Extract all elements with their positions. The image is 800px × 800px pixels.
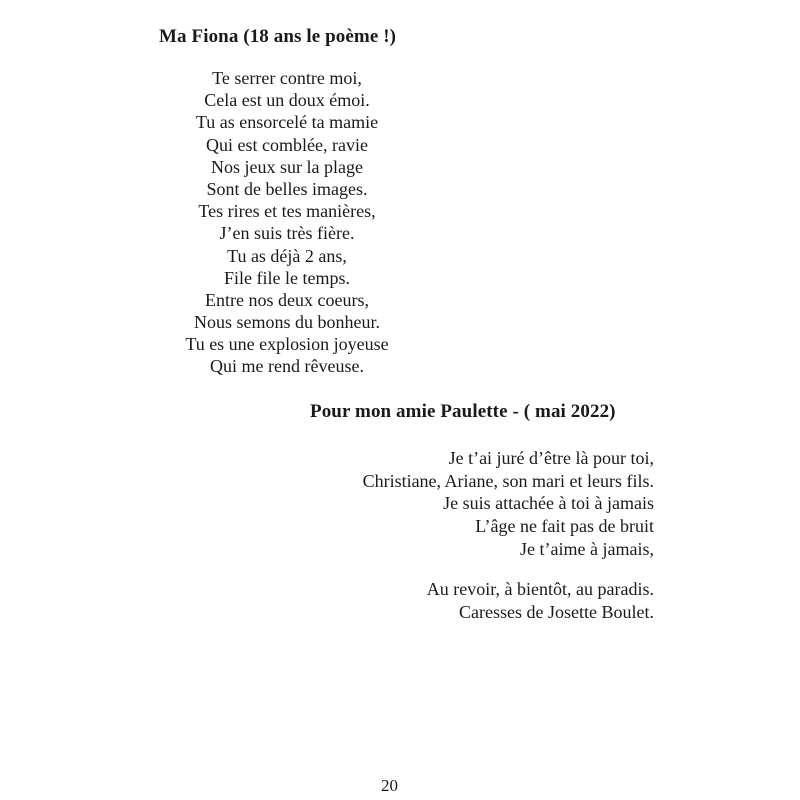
poem-body <box>160 67 414 378</box>
poem-line: Je t’ai juré d’être là pour toi, <box>448 448 654 468</box>
poem-line: Tu es une explosion joyeuse <box>185 334 389 355</box>
poem-line: J’en suis très fière. <box>219 223 355 244</box>
poem-line: Te serrer contre moi, <box>212 68 362 88</box>
page-number: 20 <box>381 776 398 795</box>
poem-stanza <box>363 447 654 560</box>
poem-line: L’âge ne fait pas de bruit <box>475 516 654 537</box>
poem-line: Qui me rend rêveuse. <box>210 356 364 377</box>
poem-line: Au revoir, à bientôt, au paradis. <box>426 579 654 599</box>
poem-line: Entre nos deux coeurs, <box>205 289 369 310</box>
poem-line: File file le temps. <box>224 267 350 288</box>
poem-line: Nous semons du bonheur. <box>194 312 380 333</box>
poem-line: Tu as déjà 2 ans, <box>227 245 347 266</box>
poem-line: Christiane, Ariane, son mari et leurs fils. <box>362 470 654 491</box>
poem-line: Caresses de Josette Boulet. <box>459 601 654 622</box>
poem-title: Pour mon amie Paulette - ( mai 2022) <box>310 401 616 422</box>
poem-title: Ma Fiona (18 ans le poème !) <box>159 26 397 47</box>
poem-line: Je t’aime à jamais, <box>520 538 654 559</box>
poem-line: Qui est comblée, ravie <box>206 134 368 155</box>
poem-line: Sont de belles images. <box>206 178 368 199</box>
poem-line: Tes rires et tes manières, <box>198 201 376 222</box>
poem-line: Cela est un doux émoi. <box>204 90 370 111</box>
poem-line: Nos jeux sur la plage <box>211 156 363 177</box>
poem-line: Je suis attachée à toi à jamais <box>443 493 654 514</box>
poem-line: Tu as ensorcelé ta mamie <box>195 112 379 133</box>
poem-stanza <box>427 578 654 623</box>
